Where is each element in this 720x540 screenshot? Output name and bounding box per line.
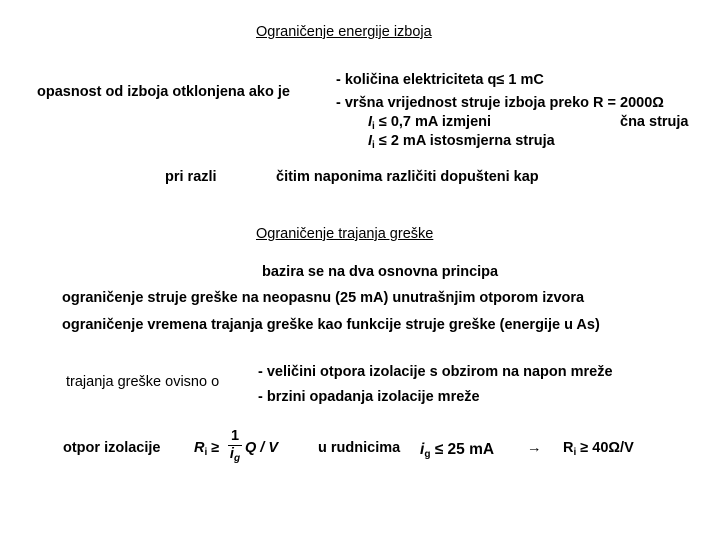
result-subscript: i	[573, 447, 577, 458]
geq-sign: ≥	[207, 440, 220, 456]
current-subscript: i	[372, 121, 375, 132]
fraction-numerator: 1	[230, 428, 240, 444]
duration-depends-label: trajanja greške ovisno o	[66, 374, 220, 390]
mine-resistance-result	[563, 440, 634, 458]
fraction-denominator	[228, 447, 242, 463]
ig-subscript: g	[233, 453, 241, 464]
factor-insulation-decay: - brzini opadanja izolacije mreže	[258, 389, 480, 405]
resistance-subscript: i	[204, 447, 208, 458]
energy-lead-text: opasnost od izboja otklonjena ako je	[37, 84, 290, 100]
condition-ac-current	[368, 114, 491, 132]
result-symbol: R	[563, 440, 574, 456]
formula-rhs: Q / V	[245, 440, 279, 456]
voltage-note-right: čitim naponima različiti dopušteni kap	[276, 169, 539, 185]
condition-dc-current	[368, 133, 555, 151]
mine-current-limit	[420, 441, 494, 460]
condition-charge: - količina elektriciteta q≤ 1 mC	[336, 72, 544, 88]
current-subscript: i	[372, 140, 375, 151]
ig-subscript: g	[424, 449, 431, 460]
ig-symbol: i	[420, 441, 425, 458]
principle-time-limit: ograničenje vremena trajanja greške kao funkcije struje greške (energije u As)	[62, 317, 600, 333]
ac-current-tail: čna struja	[620, 114, 689, 130]
section-heading-duration: Ograničenje trajanja greške	[256, 226, 434, 242]
factor-insulation-resistance: - veličini otpora izolacije s obzirom na napon mreže	[258, 364, 613, 380]
section-heading-energy: Ograničenje energije izboja	[256, 24, 432, 40]
dc-current-limit: ≤ 2 mA istosmjerna struja	[374, 133, 555, 149]
implies-arrow: →	[527, 440, 542, 456]
formula-lhs	[194, 440, 219, 458]
resistance-symbol: R	[194, 440, 205, 456]
principles-title: bazira se na dva osnovna principa	[262, 264, 499, 280]
mine-label: u rudnicima	[318, 440, 401, 456]
ig-symbol: i	[229, 446, 234, 462]
ac-current-limit: ≤ 0,7 mA izmjeni	[374, 114, 492, 130]
current-symbol: I	[368, 114, 373, 130]
voltage-note-left: pri razli	[165, 169, 217, 185]
result-limit: ≥ 40Ω/V	[576, 440, 634, 456]
current-symbol: I	[368, 133, 373, 149]
principle-current-limit: ograničenje struje greške na neopasnu (25 mA) unutrašnjim otporom izvora	[62, 290, 585, 306]
insulation-resistance-label: otpor izolacije	[63, 440, 161, 456]
formula-fraction	[228, 428, 242, 463]
ig-limit: ≤ 25 mA	[430, 441, 495, 458]
condition-peak-current: - vršna vrijednost struje izboja preko R = 2000Ω	[336, 95, 664, 111]
